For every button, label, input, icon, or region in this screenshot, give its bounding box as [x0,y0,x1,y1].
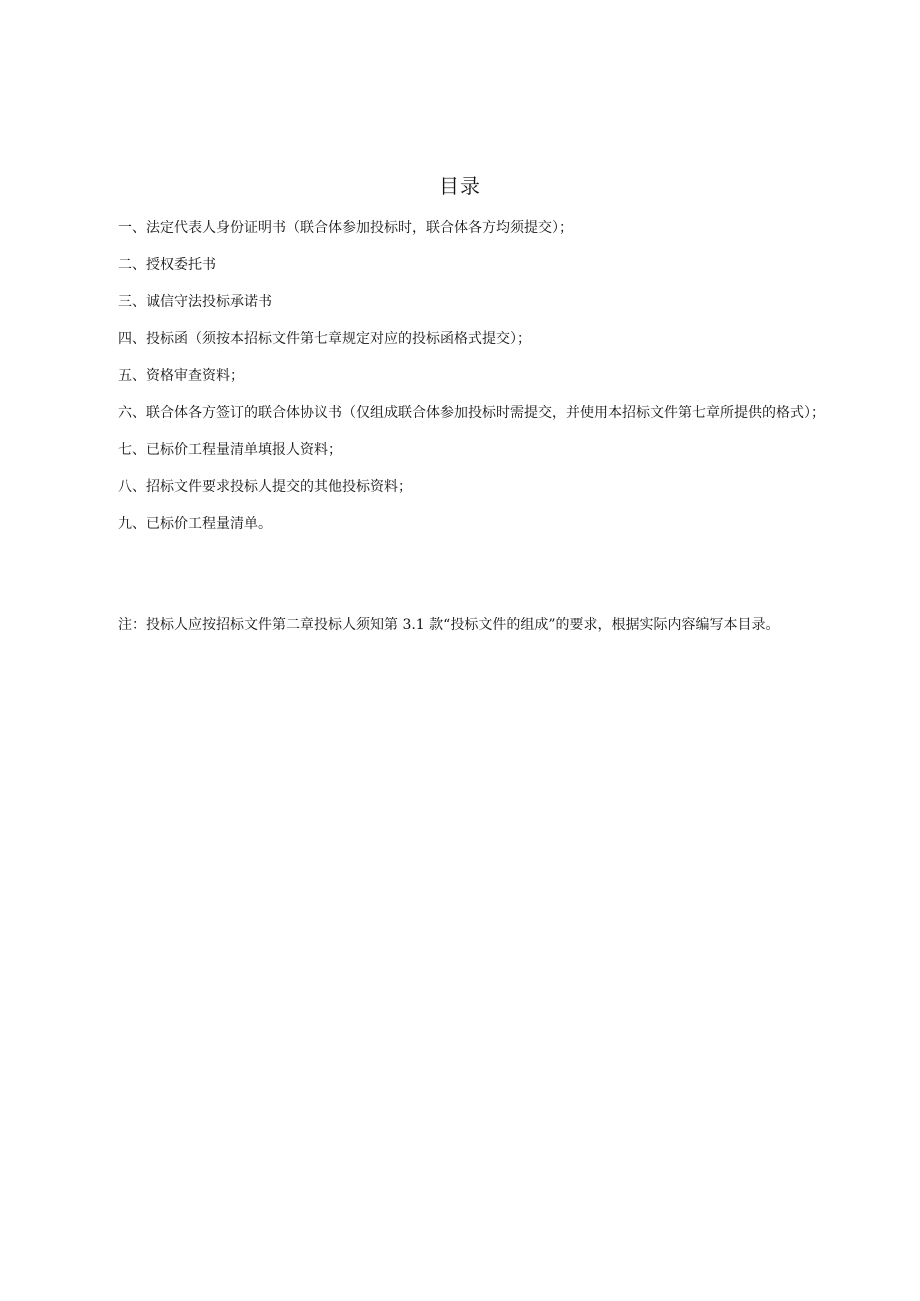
toc-item: 七、已标价工程量清单填报人资料； [118,442,342,458]
toc-item: 九、已标价工程量清单。 [118,516,272,532]
toc-item: 四、投标函（须按本招标文件第七章规定对应的投标函格式提交）； [118,331,531,347]
toc-item: 六、联合体各方签订的联合体协议书（仅组成联合体参加投标时需提交，并使用本招标文件第七章所提供的格式）； [118,405,825,421]
note-paragraph: 注：投标人应按招标文件第二章投标人须知第 3.1 款“投标文件的组成”的要求，根据实际内容编写本目录。 [118,617,780,633]
table-of-contents [86,210,838,543]
toc-item: 八、招标文件要求投标人提交的其他投标资料； [118,479,412,495]
toc-item: 三、诚信守法投标承诺书 [118,294,272,310]
toc-item: 二、授权委托书 [118,257,216,273]
toc-item: 五、资格审查资料； [118,368,244,384]
page-title: 目录 [439,174,481,198]
toc-item: 一、法定代表人身份证明书（联合体参加投标时，联合体各方均须提交）； [118,220,573,236]
